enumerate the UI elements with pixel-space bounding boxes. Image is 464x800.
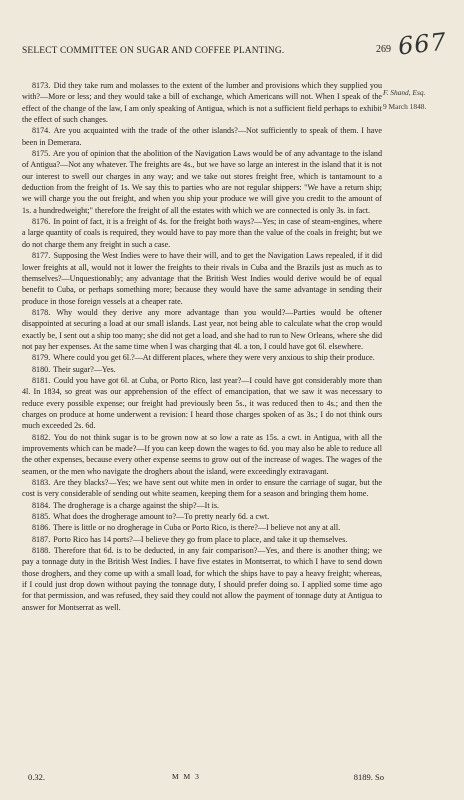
testimony-paragraph [22, 500, 382, 511]
question-answer-text: Are you acquainted with the trade of the other islands?—Not sufficiently to speak of them. I have been in Demerara. [22, 126, 383, 147]
question-number: 8174. [32, 126, 51, 136]
question-number: 8175. [32, 149, 51, 159]
signature-mark: M M 3 [172, 772, 201, 781]
testimony-paragraph [22, 432, 382, 477]
testimony-paragraph [22, 375, 382, 432]
question-answer-text: Are you of opinion that the abolition of the Navigation Laws would be of any advantage to the island of Antigua?—Not any whatever. The freights are 4s., but we have so large an interest in the island that it is not our interest to swell our charges in any way; and we take out stores freight free, which is tantamount to a deduction from the freight of 1s. We say this to parties who are not regular shippers: "We have a return ship; we will charge you the out freight, and when you ship your produce we will give you credit to the amount of 1s. a hundredweight;" therefore the freight of all the estates with which we are connected is only 3s. in fact. [22, 149, 382, 215]
question-number: 8182. [32, 432, 51, 442]
question-answer-text: Are they blacks?—Yes; we have sent out white men in order to ensure the carriage of sugar, but the cost is very considerable of sending out white seamen, keeping them for a season and bringing them home. [22, 478, 382, 499]
testimony-paragraph [22, 80, 382, 125]
page-number: 269 [376, 44, 391, 55]
testimony-paragraph [22, 364, 382, 375]
testimony-paragraph [22, 522, 382, 533]
running-header: SELECT COMMITTEE ON SUGAR AND COFFEE PLANTING. [22, 46, 285, 56]
handwritten-folio-number: 667 [396, 27, 449, 61]
question-number: 8185. [32, 512, 51, 522]
question-number: 8183. [32, 478, 51, 488]
question-answer-text: There is little or no drogherage in Cuba or Porto Rico, is there?—I believe not any at all. [53, 523, 341, 533]
question-number: 8188. [32, 546, 51, 556]
question-number: 8180. [32, 364, 51, 374]
testimony-paragraph [22, 534, 382, 545]
question-answer-text: Supposing the West Indies were to have their will, and to get the Navigation Laws repealed, if it did lower freights at all, would not it lower the freights to their rivals in Cuba and the Brazils just as much as to themselves?—Unquestionably; any advantage that the British West Indies would derive would be of equal benefit to Cuba, or perhaps something more; because they would have the same advantage in sending their produce in those foreign vessels at a cheaper rate. [22, 251, 382, 306]
witness-name: F. Shand, Esq. [383, 88, 426, 97]
question-number: 8177. [32, 251, 51, 261]
question-answer-text: Where could you get 6l.?—At different places, where they were very anxious to ship their produce. [53, 353, 375, 363]
question-answer-text: Their sugar?—Yes. [53, 364, 116, 374]
question-number: 8186. [32, 523, 51, 533]
testimony-body [22, 80, 382, 613]
margin-note [383, 86, 463, 114]
question-number: 8178. [32, 307, 51, 317]
question-number: 8179. [32, 353, 51, 363]
question-answer-text: What does the drogherage amount to?—To pretty nearly 6d. a cwt. [53, 512, 270, 522]
question-number: 8184. [32, 500, 51, 510]
testimony-paragraph [22, 352, 382, 363]
question-answer-text: In point of fact, it is a freight of 4s. for the freight both ways?—Yes; in case of steam-engines, where a large quantity of coals is required, they would have to pay more than the value of the coals in freight; but we do not charge them any freight in such a case. [22, 217, 382, 249]
question-number: 8173. [32, 81, 51, 90]
question-answer-text: You do not think sugar is to be grown now at so low a rate as 15s. a cwt. in Antigua, with all the improvements which can be made?—If you can keep down the wages to 6d. you may also be able to reduce all the other expenses, because every other expense seems to grow out of the increase of wages. The wages of the seamen, or the men who navigate the droghers about the island, were exceedingly extravagant. [22, 432, 382, 476]
question-answer-text: Could you have got 6l. at Cuba, or Porto Rico, last year?—I could have got considerably more than 4l. In 1834, so great was our apprehension of the effect of emancipation, that we saw it was necessary to reduce every possible expense; our freight had previously been 5s., it was reduced then to 4s.; and then the charges on produce at home underwent a revision: I heard those charges spoken of as 3s.; I do not think ours much exceeded 2s. 6d. [22, 375, 382, 431]
hearing-date: 9 March 1848. [383, 102, 427, 111]
testimony-paragraph [22, 148, 382, 216]
question-number: 8176. [32, 217, 51, 227]
question-answer-text: Porto Rico has 14 ports?—I believe they go from place to place, and take it up themselves. [53, 534, 348, 544]
testimony-paragraph [22, 511, 382, 522]
testimony-paragraph [22, 477, 382, 500]
testimony-paragraph [22, 216, 382, 250]
question-number: 8181. [32, 375, 51, 385]
question-answer-text: The drogherage is a charge against the ship?—It is. [53, 500, 220, 510]
question-answer-text: Did they take rum and molasses to the extent of the lumber and provisions which they supplied you with?—More or less; and they would take a bill of exchange, which Americans will not. When I speak of the effect of the change of the law, I am only speaking of Antigua, which is not a sufficient field perhaps to exhibit the effect of such changes. [22, 81, 382, 125]
catchword: 8189. So [353, 772, 384, 782]
testimony-paragraph [22, 307, 382, 352]
footer-left-number: 0.32. [28, 772, 45, 782]
question-answer-text: Why would they derive any more advantage than you would?—Parties would be oftener disappointed at securing a load at our small islands. Last year, not being able to calculate what the crop would exactly be, I sent out a ship too many; she did not get a load, and she had to run to New Orleans, where she did not pay her expenses. At the same time when I was charging that 4l. a ton, I could have got 6l. elsewhere. [22, 307, 382, 351]
testimony-paragraph [22, 545, 382, 613]
testimony-paragraph [22, 125, 382, 148]
question-answer-text: Therefore that 6d. is to be deducted, in any fair comparison?—Yes, and there is another thing; we pay a tonnage duty in the British West Indies. I have five estates in Montserrat, to which I have to send down those droghers, and they come up with a small load, for which the ships have to pay a heavy freight; whereas, if I could just drop down without paying the tonnage duty, I should prefer doing so. I applied some time ago for that permission, and was refused, they said they could not allow the payment of tonnage duty at Antigua to answer for Montserrat as well. [22, 546, 382, 612]
question-number: 8187. [32, 534, 51, 544]
testimony-paragraph [22, 250, 382, 307]
